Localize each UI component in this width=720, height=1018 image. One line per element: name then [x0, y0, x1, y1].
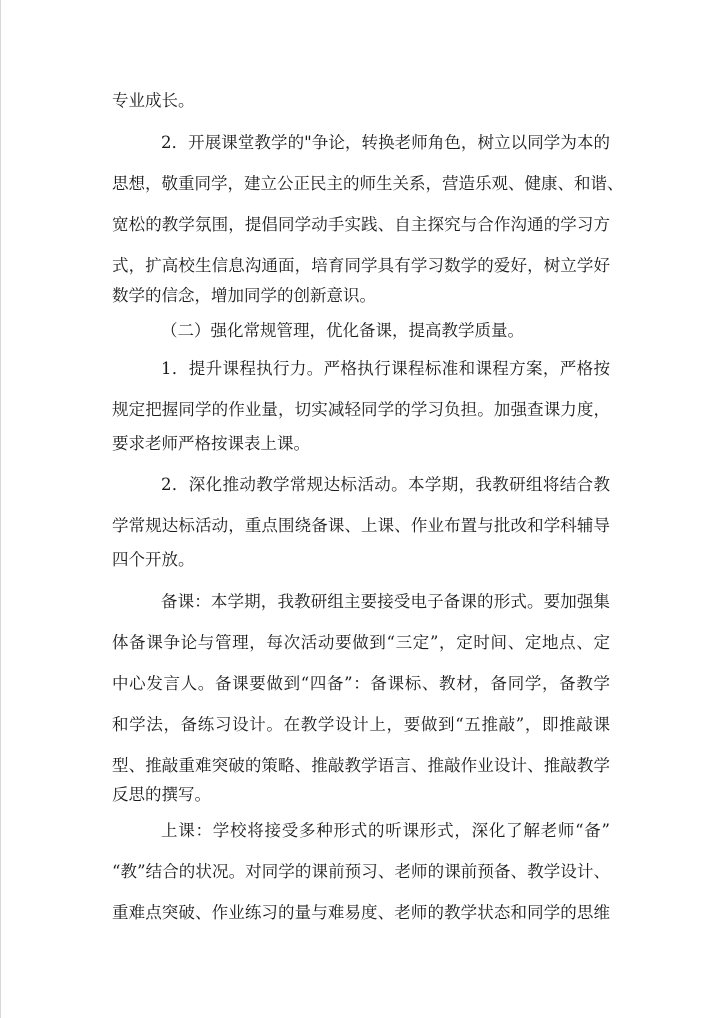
text-line: 专业成长。	[112, 91, 195, 110]
text-line: 体备课争论与管理，每次活动要做到“三定”，定时间、定地点、定	[112, 633, 610, 652]
text-line: 2．开展课堂教学的"争论，转换老师角色，树立以同学为本的	[161, 133, 610, 152]
text-line: 备课：本学期，我教研组主要接受电子备课的形式。要加强集	[161, 592, 610, 611]
text-line: 1．提升课程执行力。严格执行课程标准和课程方案，严格按	[161, 359, 610, 378]
text-line: 反思的撰写。	[112, 785, 211, 804]
text-line: 数学的信念，增加同学的创新意识。	[112, 286, 376, 305]
text-line: 宽松的教学氛围，提倡同学动手实践、自主探究与合作沟通的学习方	[112, 215, 610, 234]
text-line: “教”结合的状况。对同学的课前预习、老师的课前预备、教学设计、	[112, 862, 610, 881]
text-line: 重难点突破、作业练习的量与难易度、老师的教学状态和同学的思维	[112, 903, 610, 922]
text-line: 式，扩高校生信息沟通面，培育同学具有学习数学的爱好，树立学好	[112, 256, 610, 275]
text-line: 上课：学校将接受多种形式的听课形式，深化了解老师“备”	[161, 821, 610, 840]
text-line: 要求老师严格按课表上课。	[112, 434, 310, 453]
text-line: 中心发言人。备课要做到“四备”：备课标、教材，备同学，备教学	[112, 674, 610, 693]
text-line: 2．深化推动教学常规达标活动。本学期，我教研组将结合教	[161, 475, 610, 494]
text-line: 型、推敲重难突破的策略、推敲教学语言、推敲作业设计、推敲教学	[112, 756, 610, 775]
text-line: 思想，敬重同学，建立公正民主的师生关系，营造乐观、健康、和谐、	[112, 174, 624, 193]
page-edge	[0, 0, 1, 1018]
text-line: 四个开放。	[112, 550, 195, 569]
text-line: 学常规达标活动，重点围绕备课、上课、作业布置与批改和学科辅导	[112, 516, 610, 535]
text-line: 规定把握同学的作业量，切实减轻同学的学习负担。加强查课力度，	[112, 400, 610, 419]
section-heading: （二）强化常规管理，优化备课，提高教学质量。	[161, 321, 524, 340]
text-line: 和学法，备练习设计。在教学设计上，要做到“五推敲”，即推敲课	[112, 715, 610, 734]
